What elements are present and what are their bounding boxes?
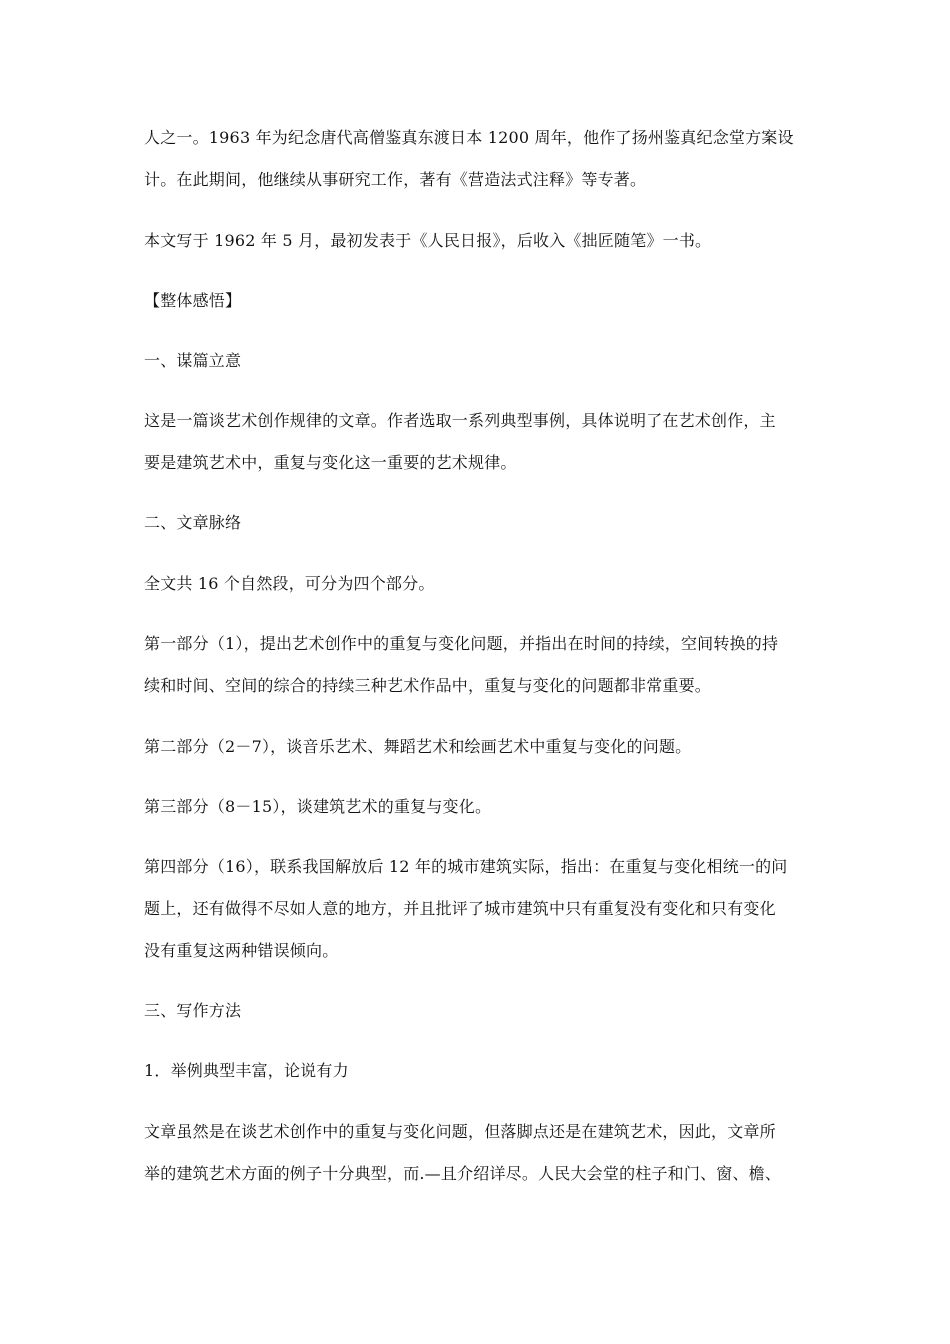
method-one-para-line-2: 举的建筑艺术方面的例子十分典型，而.—且介绍详尽。人民大会堂的柱子和门、窗、檐、 bbox=[144, 1164, 782, 1183]
part-three-para: 第三部分（8－15），谈建筑艺术的重复与变化。 bbox=[144, 797, 492, 816]
intro-author-para-line-2: 计。在此期间，他继续从事研究工作，著有《营造法式注释》等专著。 bbox=[144, 170, 647, 189]
part-four-para-line-1: 第四部分（16），联系我国解放后 12 年的城市建筑实际，指出：在重复与变化相统一的问 bbox=[144, 857, 788, 876]
part-two-para: 第二部分（2－7），谈音乐艺术、舞蹈艺术和绘画艺术中重复与变化的问题。 bbox=[144, 737, 692, 756]
part-one-para-line-2: 续和时间、空间的综合的持续三种艺术作品中，重复与变化的问题都非常重要。 bbox=[144, 676, 712, 695]
theme-para-line-1: 这是一篇谈艺术创作规律的文章。作者选取一系列典型事例，具体说明了在艺术创作，主 bbox=[144, 411, 776, 430]
part-four-para-line-2: 题上，还有做得不尽如人意的地方，并且批评了城市建筑中只有重复没有变化和只有变化 bbox=[144, 899, 776, 918]
part-one-para-line-1: 第一部分（1），提出艺术创作中的重复与变化问题，并指出在时间的持续，空间转换的持 bbox=[144, 634, 779, 653]
publication-para: 本文写于 1962 年 5 月，最初发表于《人民日报》，后收入《拙匠随笔》一书。 bbox=[144, 231, 712, 250]
structure-overview-para: 全文共 16 个自然段，可分为四个部分。 bbox=[144, 574, 435, 593]
subheading-structure: 二、文章脉络 bbox=[144, 513, 242, 532]
subheading-theme: 一、谋篇立意 bbox=[144, 351, 242, 370]
method-one-heading: 1．举例典型丰富，论说有力 bbox=[144, 1061, 349, 1080]
part-four-para-line-3: 没有重复这两种错误倾向。 bbox=[144, 941, 339, 960]
section-heading-overall: 【整体感悟】 bbox=[144, 291, 242, 310]
intro-author-para-line-1: 人之一。1963 年为纪念唐代高僧鉴真东渡日本 1200 周年，他作了扬州鉴真纪念堂方案设 bbox=[144, 128, 794, 147]
theme-para-line-2: 要是建筑艺术中，重复与变化这一重要的艺术规律。 bbox=[144, 453, 517, 472]
method-one-para-line-1: 文章虽然是在谈艺术创作中的重复与变化问题，但落脚点还是在建筑艺术，因此，文章所 bbox=[144, 1122, 776, 1141]
subheading-writing-method: 三、写作方法 bbox=[144, 1001, 242, 1020]
